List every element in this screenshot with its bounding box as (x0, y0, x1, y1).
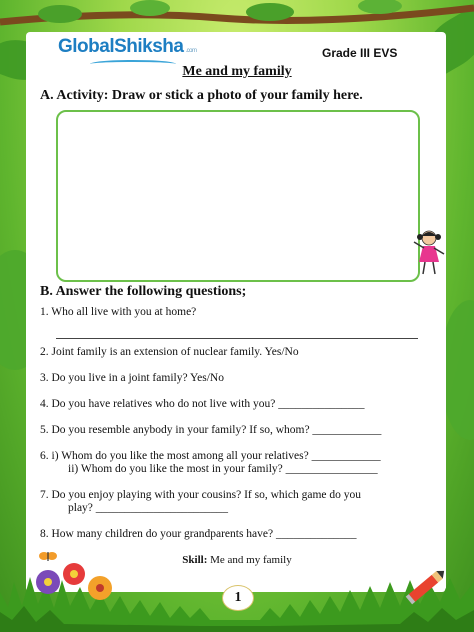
family-photo-box[interactable] (56, 110, 420, 282)
question-3: 3. Do you live in a joint family? Yes/No (40, 372, 224, 384)
logo-suffix: .com (185, 48, 197, 54)
question-2: 2. Joint family is an extension of nuclear family. Yes/No (40, 346, 299, 358)
question-7: 7. Do you enjoy playing with your cousins? If so, which game do you (40, 489, 361, 501)
pencil-icon (400, 562, 450, 612)
flowers-icon (30, 548, 120, 612)
question-7-cont: play? _______________________ (68, 502, 229, 514)
logo-text: GlobalShiksha (58, 36, 184, 57)
section-a-heading: A. Activity: Draw or stick a photo of your family here. (40, 88, 363, 103)
page-number: 1 (222, 585, 254, 611)
question-6-ii: ii) Whom do you like the most in your family? ________________ (68, 463, 378, 475)
answer-line-1[interactable] (56, 338, 418, 339)
question-6-i: 6. i) Whom do you like the most among all your relatives? ____________ (40, 450, 381, 462)
question-8: 8. How many children do your grandparents have? ______________ (40, 528, 357, 540)
skill-label-value: Me and my family (207, 554, 292, 566)
page-title: Me and my family (182, 64, 292, 79)
question-1: 1. Who all live with you at home? (40, 306, 197, 318)
skill-label-key: Skill: (182, 554, 208, 566)
grade-label: Grade III EVS (322, 46, 398, 60)
question-4: 4. Do you have relatives who do not live with you? _______________ (40, 398, 365, 410)
section-b-heading: B. Answer the following questions; (40, 284, 247, 299)
girl-illustration-icon (412, 228, 446, 278)
globalshiksha-logo (58, 36, 197, 58)
butterfly-icon (39, 552, 57, 561)
question-5: 5. Do you resemble anybody in your family? If so, whom? ____________ (40, 424, 382, 436)
